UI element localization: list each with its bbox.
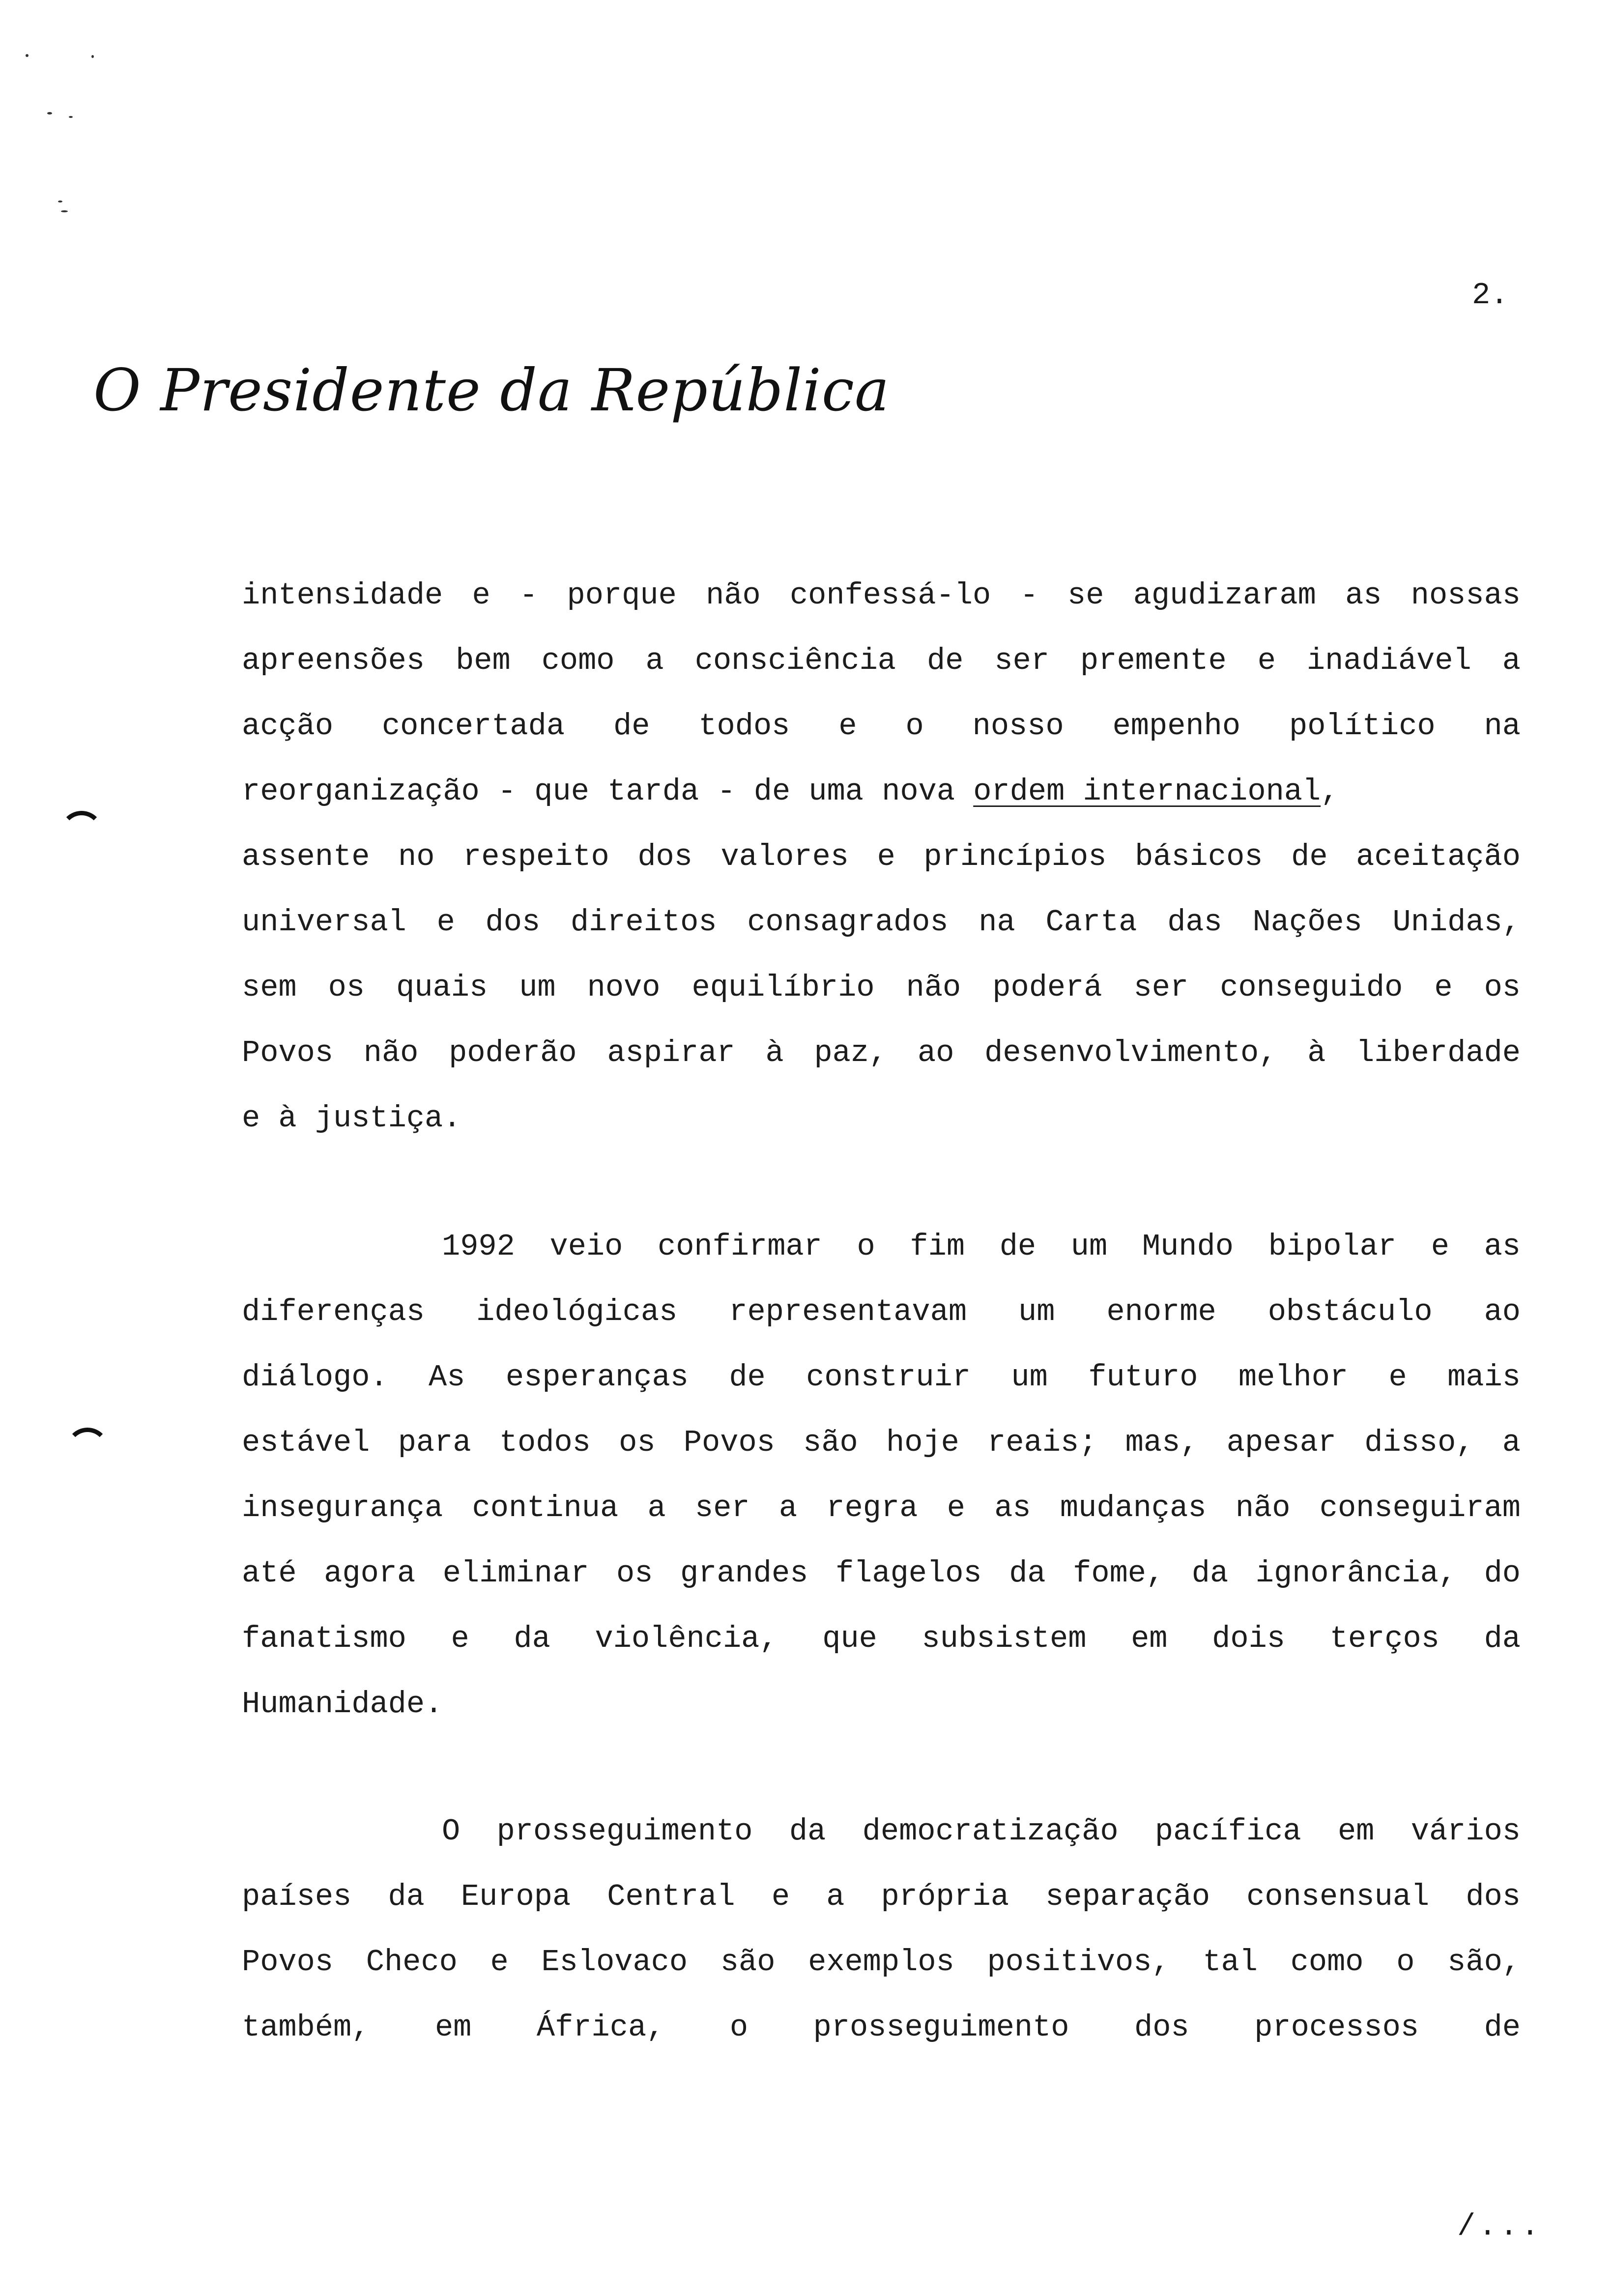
- paragraph-line: diferenças ideológicas representavam um enorme obstáculo ao: [242, 1294, 1521, 1329]
- continuation-mark: /...: [1457, 2209, 1542, 2244]
- paragraph-line: diálogo. As esperanças de construir um futuro melhor e mais: [242, 1360, 1521, 1395]
- paragraph-line: Humanidade.: [242, 1687, 443, 1722]
- paragraph-line: estável para todos os Povos são hoje reais; mas, apesar disso, a: [242, 1425, 1521, 1460]
- scan-speck: [61, 210, 68, 212]
- paragraph-line-with-underline: [242, 759, 1521, 824]
- paragraph-line: até agora eliminar os grandes flagelos da fome, da ignorância, do: [242, 1556, 1521, 1591]
- punctuation: ,: [1321, 774, 1339, 809]
- line-text: reorganização - que tarda - de uma nova: [242, 774, 955, 809]
- paragraph-line: O prosseguimento da democratização pacífica em vários: [442, 1814, 1521, 1849]
- paragraph-3: [242, 1799, 1521, 2060]
- paragraph-line: também, em África, o prosseguimento dos processos de: [242, 2010, 1521, 2045]
- paragraph-line: universal e dos direitos consagrados na Carta das Nações Unidas,: [242, 905, 1521, 940]
- scan-speck: [91, 55, 94, 58]
- underlined-phrase: ordem internacional: [973, 774, 1321, 809]
- paragraph-line: intensidade e - porque não confessá-lo - se agudizaram as nossas: [242, 578, 1521, 613]
- punch-hole-mark: [66, 1428, 109, 1471]
- paragraph-line: insegurança continua a ser a regra e as mudanças não conseguiram: [242, 1491, 1521, 1525]
- scan-speck: [58, 201, 62, 202]
- scan-speck: [26, 54, 29, 57]
- paragraph-line: Povos não poderão aspirar à paz, ao desenvolvimento, à liberdade: [242, 1035, 1521, 1070]
- page-number: 2.: [1472, 278, 1509, 313]
- scan-speck: [47, 112, 52, 115]
- letterhead: [93, 356, 890, 424]
- paragraph-1: [242, 563, 1521, 1151]
- punch-hole-mark: [60, 811, 103, 854]
- paragraph-line: apreensões bem como a consciência de ser premente e inadiável a: [242, 643, 1521, 678]
- paragraph-line: assente no respeito dos valores e princípios básicos de aceitação: [242, 839, 1521, 874]
- paragraph-line: fanatismo e da violência, que subsistem em dois terços da: [242, 1621, 1521, 1656]
- paragraph-line: acção concertada de todos e o nosso empenho político na: [242, 709, 1521, 744]
- paragraph-2: [242, 1214, 1521, 1737]
- paragraph-line: países da Europa Central e a própria separação consensual dos: [242, 1879, 1521, 1914]
- paragraph-line: Povos Checo e Eslovaco são exemplos positivos, tal como o são,: [242, 1945, 1521, 1980]
- letterhead-text: O Presidente da República: [93, 356, 890, 424]
- paragraph-line: e à justiça.: [242, 1101, 461, 1136]
- paragraph-line: sem os quais um novo equilíbrio não poderá ser conseguido e os: [242, 970, 1521, 1005]
- scan-speck: [69, 116, 73, 118]
- paragraph-line: 1992 veio confirmar o fim de um Mundo bipolar e as: [442, 1229, 1521, 1264]
